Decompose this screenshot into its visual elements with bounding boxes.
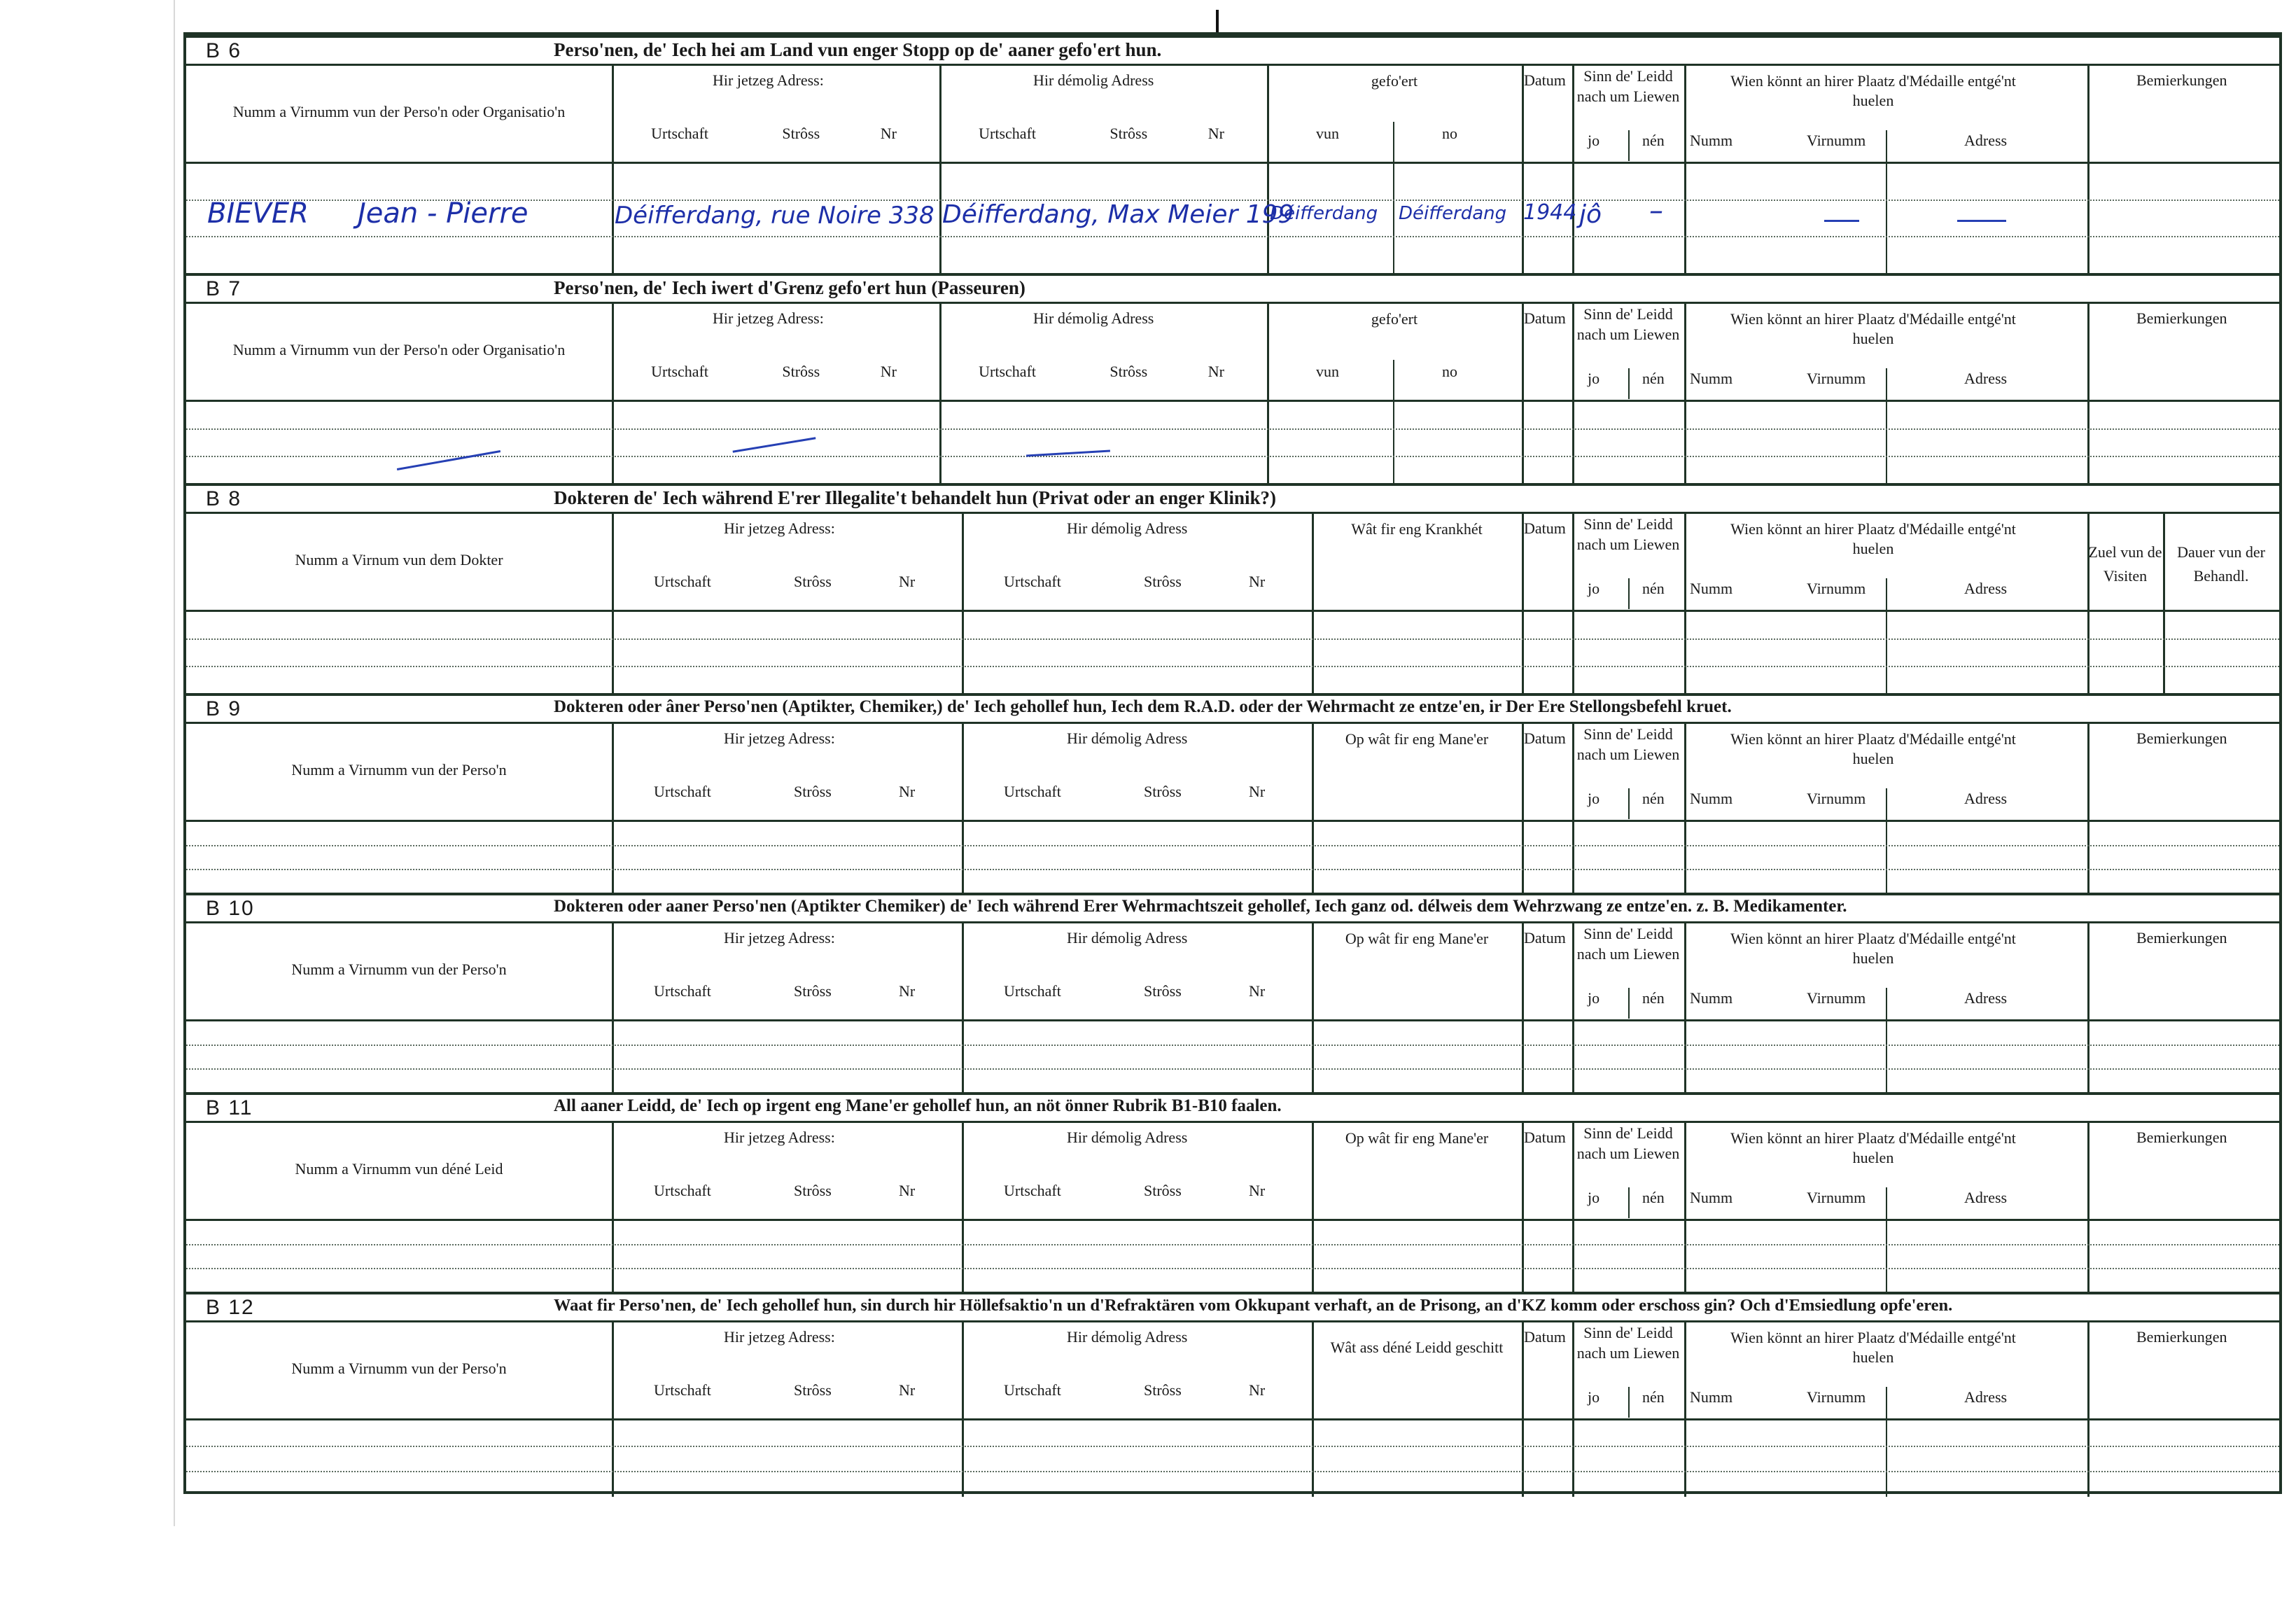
current-nr-label: Nr xyxy=(899,982,916,1000)
current-street-label: Strôss xyxy=(794,783,832,800)
entry-line xyxy=(186,1244,2279,1245)
entry-line xyxy=(186,1471,2279,1472)
entry-line xyxy=(186,456,2279,457)
medal-adress-label: Adress xyxy=(1964,132,2008,149)
col-extra-label: Op wât fir eng Mane'er xyxy=(1345,730,1489,748)
questionnaire-form xyxy=(183,32,2282,1494)
column-divider xyxy=(1267,66,1269,273)
col-extra-label: Wât ass déné Leidd geschitt xyxy=(1330,1339,1504,1356)
col-former-address-label: Hir démolig Adress xyxy=(1067,1129,1188,1146)
section-header xyxy=(186,1292,2279,1322)
col-remarks-label: Bemierkungen xyxy=(2136,929,2227,947)
current-street-label: Strôss xyxy=(794,1381,832,1399)
column-divider xyxy=(1312,1123,1314,1292)
medal-virnumm-label: Virnumm xyxy=(1807,790,1866,807)
col-name-label: Numm a Virnumm vun der Perso'n oder Organisatio'n xyxy=(232,341,566,358)
divider xyxy=(1886,1187,1887,1292)
section-b9 xyxy=(186,693,2279,893)
entry-dash xyxy=(1957,220,2006,222)
col-current-address-label: Hir jetzeg Adress: xyxy=(724,519,835,537)
former-street-label: Strôss xyxy=(1144,783,1182,800)
section-header xyxy=(186,893,2279,923)
former-town-label: Urtschaft xyxy=(1004,982,1061,1000)
col-alive-label: Sinn de' Leidd nach um Liewen xyxy=(1576,1124,1680,1162)
col-remarks-label: Bemierkungen xyxy=(2136,1328,2227,1346)
col-alive-label: Sinn de' Leidd nach um Liewen xyxy=(1576,67,1680,105)
divider xyxy=(1628,988,1630,1019)
current-nr-label: Nr xyxy=(899,1182,916,1199)
current-nr-label: Nr xyxy=(880,363,897,380)
column-divider xyxy=(2087,724,2090,893)
column-divider xyxy=(1522,1123,1524,1292)
former-nr-label: Nr xyxy=(1208,363,1224,380)
column-header-row xyxy=(186,1123,2279,1221)
col-former-address-label: Hir démolig Adress xyxy=(1033,71,1154,89)
medal-adress-label: Adress xyxy=(1964,1189,2008,1206)
column-divider xyxy=(1684,66,1686,273)
former-nr-label: Nr xyxy=(1249,573,1266,590)
col-medal-label: Wien könnt an hirer Plaatz d'Médaille entgé'nt huelen xyxy=(1730,930,2016,967)
alive-yes-label: jo xyxy=(1588,132,1600,149)
column-divider xyxy=(962,923,964,1092)
divider xyxy=(1886,578,1887,693)
medal-numm-label: Numm xyxy=(1690,1388,1733,1406)
entry-line xyxy=(186,428,2279,430)
medal-numm-label: Numm xyxy=(1690,370,1733,387)
current-street-label: Strôss xyxy=(794,573,832,590)
column-divider xyxy=(2087,1123,2090,1292)
former-town-label: Urtschaft xyxy=(1004,1381,1061,1399)
col-name-label: Numm a Virnum vun dem Dokter xyxy=(295,551,503,568)
column-divider xyxy=(962,1123,964,1292)
col-duration-label: Dauer vun der Behandl. xyxy=(2177,543,2265,585)
col-date-label: Datum xyxy=(1524,929,1566,947)
former-street-label: Strôss xyxy=(1110,125,1148,142)
former-nr-label: Nr xyxy=(1249,783,1266,800)
divider xyxy=(1628,1187,1630,1218)
col-visits-label: Zuel vun de Visiten xyxy=(2088,543,2162,585)
section-code: B 10 xyxy=(206,897,255,920)
column-divider xyxy=(2087,923,2090,1092)
medal-virnumm-label: Virnumm xyxy=(1807,580,1866,597)
col-alive-label: Sinn de' Leidd nach um Liewen xyxy=(1576,1324,1680,1362)
entry-line xyxy=(186,1068,2279,1070)
col-remarks-label: Bemierkungen xyxy=(2136,309,2227,327)
col-extra-label: gefo'ert xyxy=(1371,310,1418,328)
current-town-label: Urtschaft xyxy=(651,125,709,142)
col-former-address-label: Hir démolig Adress xyxy=(1033,309,1154,327)
column-divider xyxy=(939,66,941,273)
column-divider xyxy=(1312,923,1314,1092)
section-header xyxy=(186,693,2279,724)
entry-firstname[interactable]: Jean - Pierre xyxy=(358,197,528,230)
section-b12 xyxy=(186,1292,2279,1497)
former-town-label: Urtschaft xyxy=(979,363,1037,380)
col-date-label: Datum xyxy=(1524,1129,1566,1146)
current-town-label: Urtschaft xyxy=(654,1381,711,1399)
former-street-label: Strôss xyxy=(1144,1381,1182,1399)
divider xyxy=(1886,368,1887,483)
entry-date[interactable]: 1944 xyxy=(1523,200,1577,225)
column-divider xyxy=(962,724,964,893)
alive-no-label: nén xyxy=(1642,580,1665,597)
column-divider xyxy=(1684,1123,1686,1292)
col-name-label: Numm a Virnumm vun der Perso'n oder Organisatio'n xyxy=(232,103,566,120)
divider xyxy=(1393,122,1394,273)
column-divider xyxy=(612,724,614,893)
column-divider xyxy=(1684,724,1686,893)
alive-yes-label: jo xyxy=(1588,370,1600,387)
col-medal-label: Wien könnt an hirer Plaatz d'Médaille entgé'nt huelen xyxy=(1730,1329,2016,1366)
section-header xyxy=(186,273,2279,304)
current-town-label: Urtschaft xyxy=(654,982,711,1000)
col-name-label: Numm a Virnumm vun déné Leid xyxy=(295,1160,503,1178)
section-title: Dokteren oder âner Perso'nen (Aptikter, Chemiker,) de' Iech gehollef hun, Iech dem R.A.D. oder der Wehrmacht ze entze'en, ir Der Ere Stellongsbefehl kruet. xyxy=(554,697,1732,716)
former-nr-label: Nr xyxy=(1249,1381,1266,1399)
former-street-label: Strôss xyxy=(1144,573,1182,590)
col-medal-label: Wien könnt an hirer Plaatz d'Médaille entgé'nt huelen xyxy=(1730,1129,2016,1166)
medal-virnumm-label: Virnumm xyxy=(1807,989,1866,1007)
section-code: B 7 xyxy=(206,277,242,300)
current-street-label: Strôss xyxy=(794,982,832,1000)
divider xyxy=(1393,360,1394,483)
divider xyxy=(1886,988,1887,1092)
divider xyxy=(1886,1387,1887,1497)
current-nr-label: Nr xyxy=(899,573,916,590)
entry-line xyxy=(186,638,2279,640)
section-title: Perso'nen, de' Iech hei am Land vun enger Stopp op de' aaner gefo'ert hun. xyxy=(554,39,1162,60)
current-street-label: Strôss xyxy=(782,125,820,142)
col-current-address-label: Hir jetzeg Adress: xyxy=(724,729,835,747)
column-divider xyxy=(1522,66,1524,273)
col-alive-label: Sinn de' Leidd nach um Liewen xyxy=(1576,725,1680,763)
alive-yes-label: jo xyxy=(1588,790,1600,807)
section-title: Dokteren oder aaner Perso'nen (Aptikter Chemiker) de' Iech während Erer Wehrmachtszeit gehollef, Iech ganz od. délweis dem Wehrzwang ze entze'en. z. B. Medikamenter. xyxy=(554,897,1847,916)
entry-line xyxy=(186,869,2279,870)
entry-former-address[interactable]: Déifferdang, Max Meier 199 xyxy=(942,200,1294,229)
col-extra-label: Op wât fir eng Mane'er xyxy=(1345,930,1489,947)
medal-numm-label: Numm xyxy=(1690,1189,1733,1206)
current-nr-label: Nr xyxy=(880,125,897,142)
current-town-label: Urtschaft xyxy=(654,783,711,800)
column-divider xyxy=(1522,923,1524,1092)
former-street-label: Strôss xyxy=(1144,982,1182,1000)
former-nr-label: Nr xyxy=(1208,125,1224,142)
entry-current-address[interactable]: Déifferdang, rue Noire 338 xyxy=(615,202,934,230)
medal-virnumm-label: Virnumm xyxy=(1807,132,1866,149)
col-former-address-label: Hir démolig Adress xyxy=(1067,1328,1188,1346)
current-nr-label: Nr xyxy=(899,1381,916,1399)
former-town-label: Urtschaft xyxy=(979,125,1037,142)
col-extra-label: Op wât fir eng Mane'er xyxy=(1345,1129,1489,1147)
divider xyxy=(1886,130,1887,273)
alive-no-label: nén xyxy=(1642,1388,1665,1406)
from-label: vun xyxy=(1316,125,1339,142)
former-town-label: Urtschaft xyxy=(1004,1182,1061,1199)
section-code: B 12 xyxy=(206,1296,255,1319)
to-label: no xyxy=(1442,363,1457,380)
entry-line xyxy=(186,236,2279,237)
medal-adress-label: Adress xyxy=(1964,989,2008,1007)
column-divider xyxy=(1572,923,1574,1092)
column-divider xyxy=(612,923,614,1092)
alive-yes-label: jo xyxy=(1588,989,1600,1007)
column-header-row xyxy=(186,304,2279,402)
col-name-label: Numm a Virnumm vun der Perso'n xyxy=(291,761,507,778)
entry-line xyxy=(186,1045,2279,1046)
medal-adress-label: Adress xyxy=(1964,1388,2008,1406)
current-street-label: Strôss xyxy=(794,1182,832,1199)
col-alive-label: Sinn de' Leidd nach um Liewen xyxy=(1576,925,1680,963)
current-town-label: Urtschaft xyxy=(654,1182,711,1199)
medal-adress-label: Adress xyxy=(1964,790,2008,807)
divider xyxy=(1628,578,1630,609)
section-b8 xyxy=(186,483,2279,693)
col-medal-label: Wien könnt an hirer Plaatz d'Médaille entgé'nt huelen xyxy=(1730,310,2016,347)
col-current-address-label: Hir jetzeg Adress: xyxy=(713,309,824,327)
entry-line xyxy=(186,1446,2279,1447)
section-code: B 9 xyxy=(206,697,242,720)
section-title: Perso'nen, de' Iech iwert d'Grenz gefo'ert hun (Passeuren) xyxy=(554,277,1026,298)
former-nr-label: Nr xyxy=(1249,1182,1266,1199)
column-header-row xyxy=(186,923,2279,1021)
fold-mark xyxy=(1216,10,1219,34)
current-nr-label: Nr xyxy=(899,783,916,800)
col-date-label: Datum xyxy=(1524,71,1566,89)
col-current-address-label: Hir jetzeg Adress: xyxy=(724,1129,835,1146)
former-town-label: Urtschaft xyxy=(1004,783,1061,800)
col-current-address-label: Hir jetzeg Adress: xyxy=(713,71,824,89)
col-former-address-label: Hir démolig Adress xyxy=(1067,929,1188,947)
medal-adress-label: Adress xyxy=(1964,370,2008,387)
col-current-address-label: Hir jetzeg Adress: xyxy=(724,1328,835,1346)
former-street-label: Strôss xyxy=(1144,1182,1182,1199)
col-former-address-label: Hir démolig Adress xyxy=(1067,729,1188,747)
section-header xyxy=(186,483,2279,514)
former-street-label: Strôss xyxy=(1110,363,1148,380)
section-b10 xyxy=(186,893,2279,1092)
entry-line xyxy=(186,845,2279,846)
col-date-label: Datum xyxy=(1524,1328,1566,1346)
col-remarks-label: Bemierkungen xyxy=(2136,1129,2227,1146)
divider xyxy=(1628,368,1630,399)
col-remarks-label: Bemierkungen xyxy=(2136,729,2227,747)
from-label: vun xyxy=(1316,363,1339,380)
col-name-label: Numm a Virnumm vun der Perso'n xyxy=(291,961,507,978)
medal-numm-label: Numm xyxy=(1690,580,1733,597)
section-title: All aaner Leidd, de' Iech op irgent eng Mane'er gehollef hun, an nöt önner Rubrik B1-B10 faalen. xyxy=(554,1096,1282,1115)
column-header-row xyxy=(186,514,2279,612)
former-town-label: Urtschaft xyxy=(1004,573,1061,590)
col-extra-label: gefo'ert xyxy=(1371,72,1418,90)
medal-numm-label: Numm xyxy=(1690,989,1733,1007)
alive-no-label: nén xyxy=(1642,1189,1665,1206)
col-medal-label: Wien könnt an hirer Plaatz d'Médaille entgé'nt huelen xyxy=(1730,72,2016,109)
section-code: B 6 xyxy=(206,39,242,62)
medal-numm-label: Numm xyxy=(1690,790,1733,807)
entry-surname[interactable]: BIEVER xyxy=(207,197,309,230)
medal-virnumm-label: Virnumm xyxy=(1807,1388,1866,1406)
section-code: B 8 xyxy=(206,487,242,510)
column-divider xyxy=(1522,724,1524,893)
entry-line xyxy=(186,1268,2279,1269)
column-divider xyxy=(2087,66,2090,273)
col-name-label: Numm a Virnumm vun der Perso'n xyxy=(291,1360,507,1377)
medal-numm-label: Numm xyxy=(1690,132,1733,149)
column-header-row xyxy=(186,66,2279,164)
column-divider xyxy=(1572,1123,1574,1292)
col-medal-label: Wien könnt an hirer Plaatz d'Médaille entgé'nt huelen xyxy=(1730,730,2016,767)
section-header xyxy=(186,1092,2279,1123)
section-title: Waat fir Perso'nen, de' Iech gehollef hun, sin durch hir Höllefsaktio'n un d'Refraktären vom Okkupant verhaft, an de Prisong, an d'KZ komm oder erschoss gin? Och d'Emsiedlung opfe'eren. xyxy=(554,1296,1953,1315)
section-b11 xyxy=(186,1092,2279,1292)
medal-virnumm-label: Virnumm xyxy=(1807,1189,1866,1206)
section-title: Dokteren de' Iech während E'rer Illegalite't behandelt hun (Privat oder an enger Klinik?) xyxy=(554,487,1277,508)
medal-adress-label: Adress xyxy=(1964,580,2008,597)
entry-from[interactable]: Déifferdang xyxy=(1270,203,1378,224)
section-code: B 11 xyxy=(206,1096,253,1119)
medal-virnumm-label: Virnumm xyxy=(1807,370,1866,387)
alive-no-label: nén xyxy=(1642,790,1665,807)
col-alive-label: Sinn de' Leidd nach um Liewen xyxy=(1576,515,1680,553)
col-date-label: Datum xyxy=(1524,309,1566,327)
alive-no-label: nén xyxy=(1642,989,1665,1007)
col-alive-label: Sinn de' Leidd nach um Liewen xyxy=(1576,305,1680,343)
col-extra-label: Wât fir eng Krankhét xyxy=(1351,520,1483,538)
alive-yes-label: jo xyxy=(1588,580,1600,597)
current-town-label: Urtschaft xyxy=(654,573,711,590)
col-remarks-label: Bemierkungen xyxy=(2136,71,2227,89)
col-date-label: Datum xyxy=(1524,729,1566,747)
divider xyxy=(1628,1387,1630,1418)
divider xyxy=(1628,788,1630,819)
alive-no-label: nén xyxy=(1642,370,1665,387)
column-divider xyxy=(1572,66,1574,273)
divider xyxy=(1886,788,1887,893)
column-header-row xyxy=(186,724,2279,822)
column-header-row xyxy=(186,1322,2279,1420)
column-divider xyxy=(1572,724,1574,893)
alive-no-label: nén xyxy=(1642,132,1665,149)
column-divider xyxy=(612,1123,614,1292)
current-town-label: Urtschaft xyxy=(651,363,709,380)
to-label: no xyxy=(1442,125,1457,142)
alive-yes-label: jo xyxy=(1588,1388,1600,1406)
col-former-address-label: Hir démolig Adress xyxy=(1067,519,1188,537)
col-date-label: Datum xyxy=(1524,519,1566,537)
divider xyxy=(1628,130,1630,161)
entry-dash xyxy=(1824,220,1859,222)
column-divider xyxy=(1312,724,1314,893)
col-medal-label: Wien könnt an hirer Plaatz d'Médaille entgé'nt huelen xyxy=(1730,520,2016,557)
entry-line xyxy=(186,666,2279,667)
section-header xyxy=(186,35,2279,66)
alive-yes-label: jo xyxy=(1588,1189,1600,1206)
current-street-label: Strôss xyxy=(782,363,820,380)
section-b6 xyxy=(186,35,2279,273)
column-divider xyxy=(1684,923,1686,1092)
entry-alive[interactable]: jô xyxy=(1579,200,1602,229)
former-nr-label: Nr xyxy=(1249,982,1266,1000)
column-divider xyxy=(612,66,614,273)
entry-to[interactable]: Déifferdang xyxy=(1399,203,1507,224)
entry-no-medal[interactable]: – xyxy=(1649,195,1663,227)
col-current-address-label: Hir jetzeg Adress: xyxy=(724,929,835,947)
